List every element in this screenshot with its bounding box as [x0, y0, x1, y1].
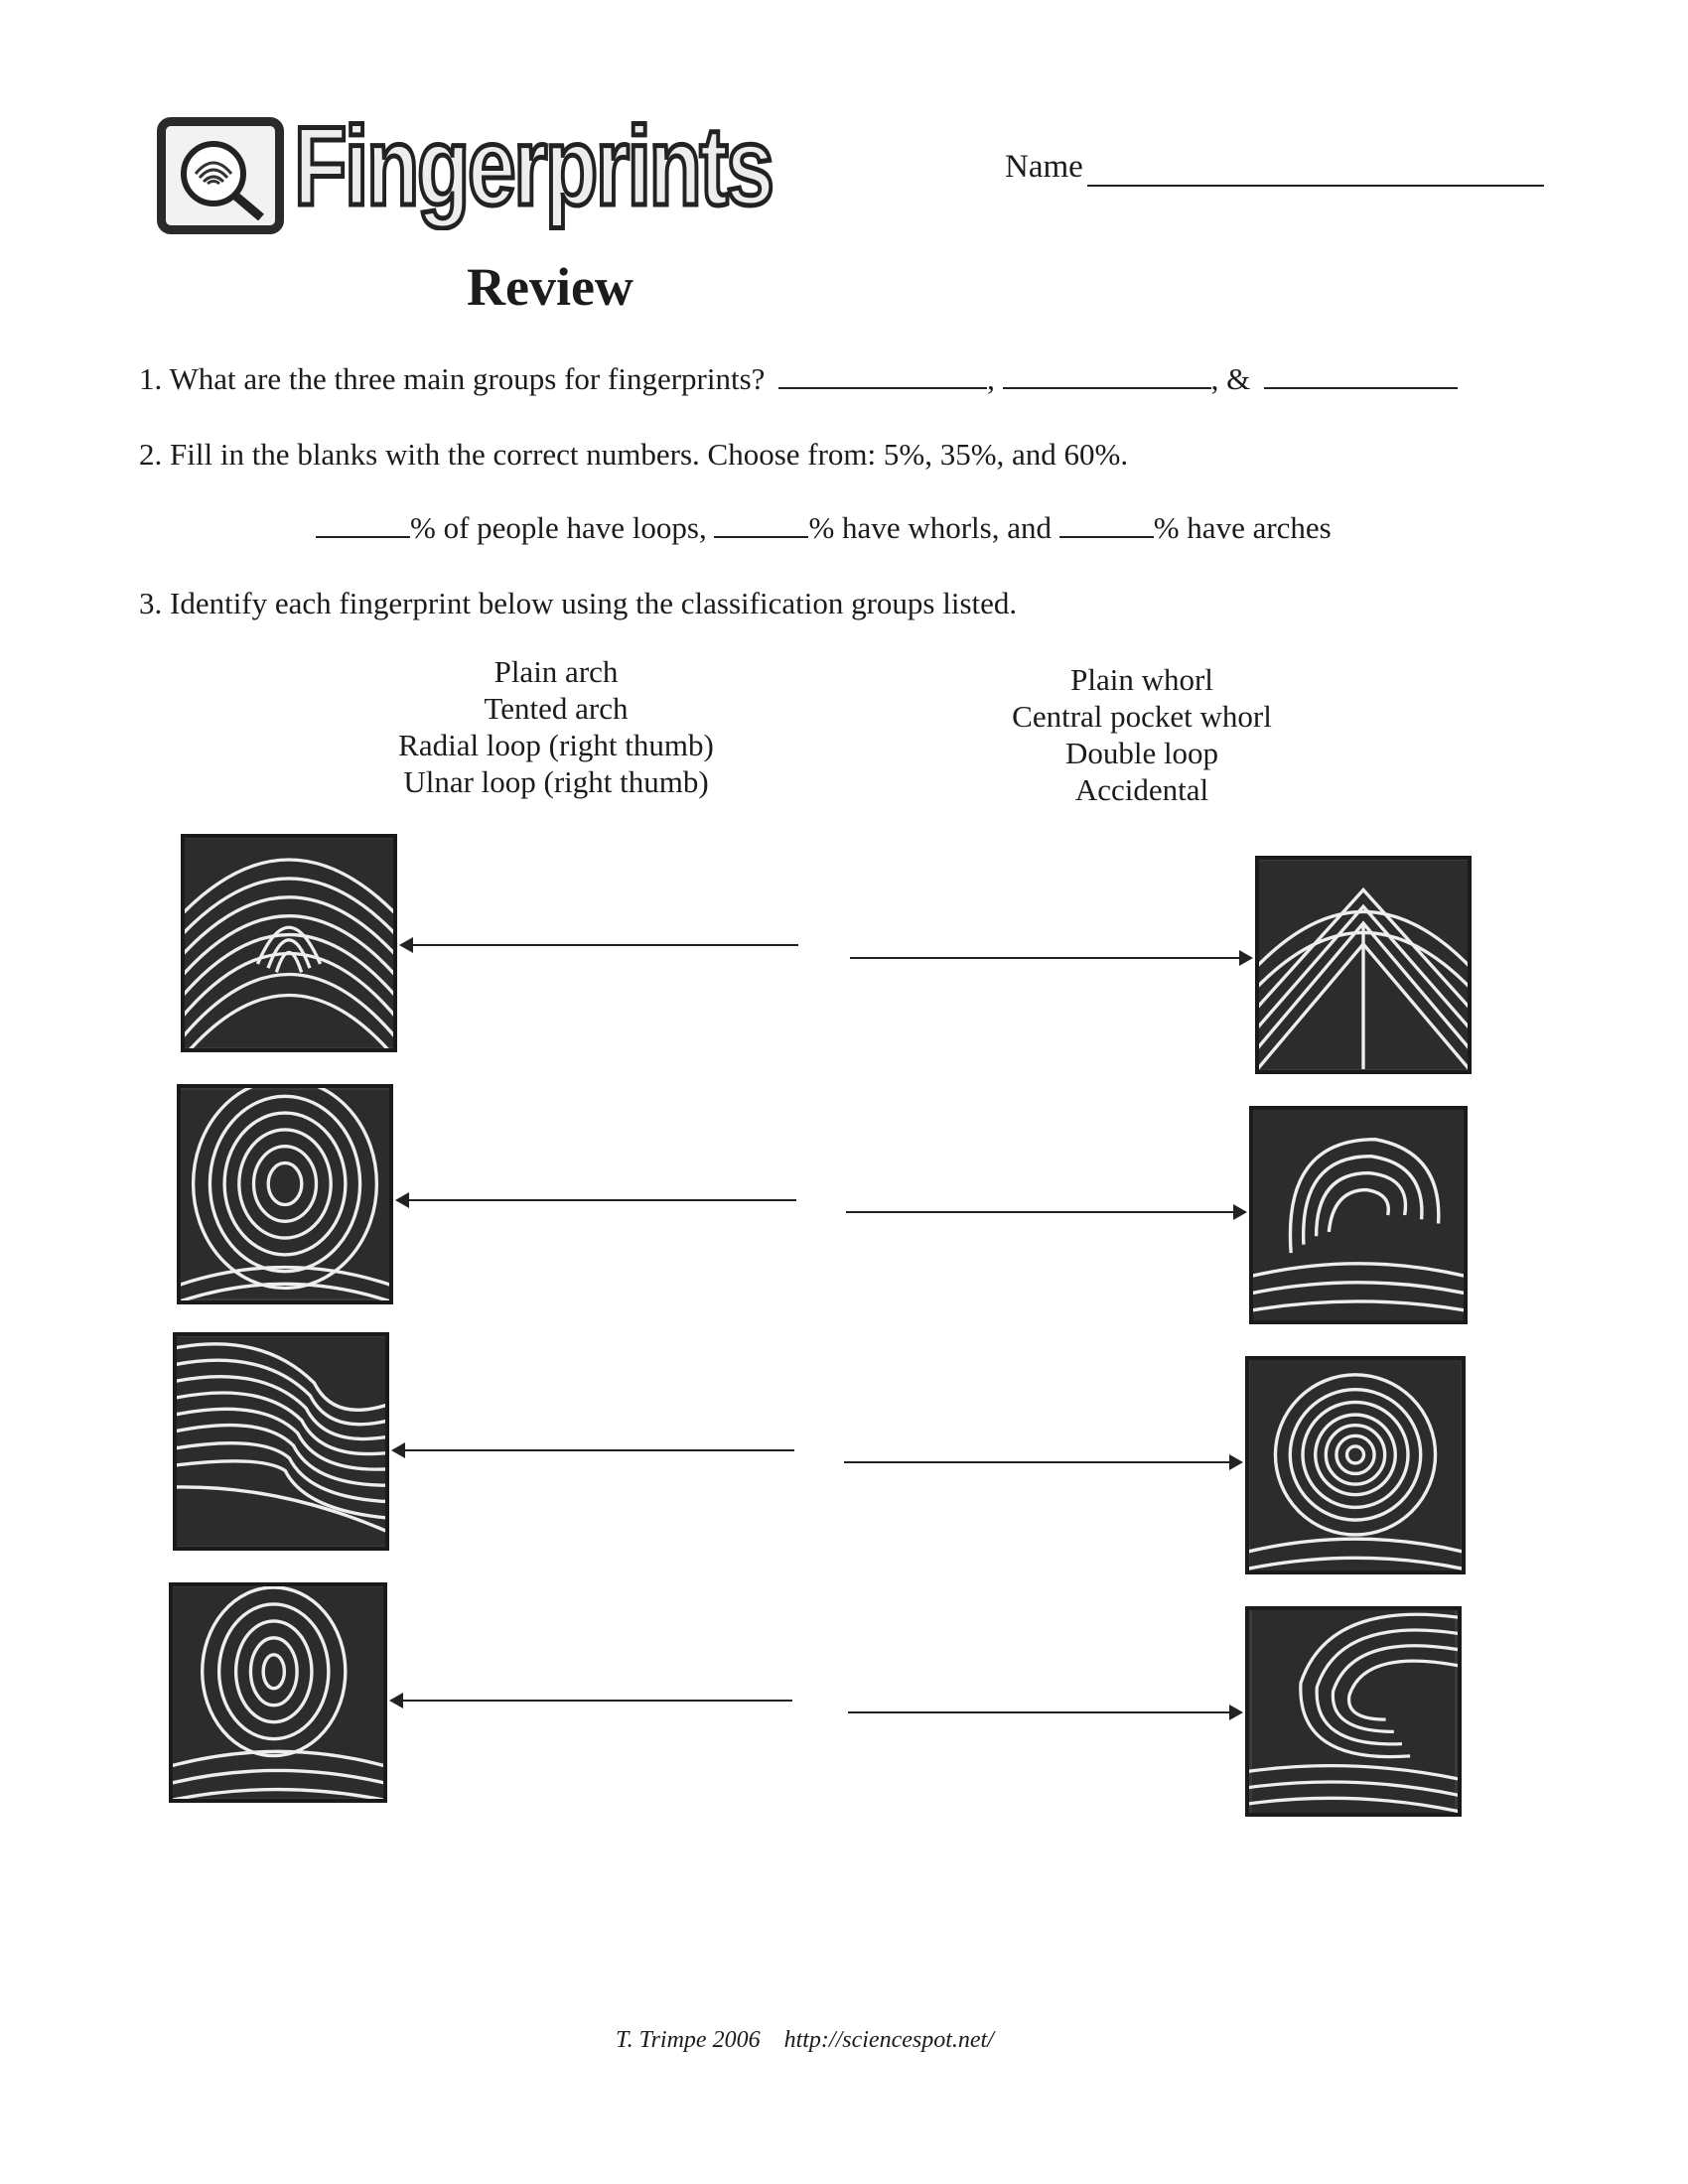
q1-separator-2: , &: [1210, 361, 1251, 396]
fingerprint-icon: [1249, 1360, 1462, 1570]
q2-part-2: % have whorls, and: [808, 510, 1052, 545]
answer-line-right-3[interactable]: [844, 1461, 1241, 1463]
logo-title: Fingerprints: [294, 104, 773, 228]
question-1-text: 1. What are the three main groups for fingerprints?: [139, 361, 766, 396]
q1-blank-3[interactable]: [1264, 359, 1458, 389]
fingerprint-right-2: [1249, 1106, 1468, 1324]
answer-line-right-2[interactable]: [846, 1211, 1245, 1213]
fingerprint-left-2: [177, 1084, 393, 1304]
group-accidental: Accidental: [1074, 772, 1209, 807]
fingerprint-right-3: [1245, 1356, 1466, 1574]
answer-line-left-2[interactable]: [397, 1199, 796, 1201]
answer-line-left-4[interactable]: [391, 1700, 792, 1702]
group-central-pocket-whorl: Central pocket whorl: [1012, 699, 1272, 734]
question-2-text: 2. Fill in the blanks with the correct numbers. Choose from: 5%, 35%, and 60%.: [139, 437, 1129, 472]
fingerprint-right-4: [1245, 1606, 1462, 1817]
fingerprint-right-1: [1255, 856, 1472, 1074]
fingerprint-left-4: [169, 1582, 387, 1803]
question-1: [139, 359, 1458, 397]
q2-part-1: % of people have loops,: [410, 510, 707, 545]
group-ulnar-loop: Ulnar loop (right thumb): [403, 764, 709, 799]
answer-line-left-3[interactable]: [393, 1449, 794, 1451]
group-tented-arch: Tented arch: [484, 691, 629, 726]
question-2-blanks: [316, 508, 1332, 546]
fingerprint-icon: [185, 838, 393, 1048]
answer-line-right-1[interactable]: [850, 957, 1251, 959]
q2-blank-arches[interactable]: [1059, 508, 1154, 538]
q1-blank-2[interactable]: [1003, 359, 1211, 389]
groups-list-left: [367, 653, 745, 800]
magnifier-fingerprint-logo-icon: [157, 117, 284, 234]
q1-blank-1[interactable]: [778, 359, 987, 389]
answer-line-right-4[interactable]: [848, 1711, 1241, 1713]
footer: [616, 2027, 994, 2054]
fingerprint-icon: [1253, 1110, 1464, 1320]
fingerprint-icon: [181, 1088, 389, 1300]
q1-separator-1: ,: [987, 361, 995, 396]
group-double-loop: Double loop: [1064, 736, 1219, 770]
question-3-text: 3. Identify each fingerprint below using the classification groups listed.: [139, 586, 1018, 620]
name-blank[interactable]: [1087, 185, 1544, 187]
fingerprint-icon: [173, 1586, 383, 1799]
name-label: Name: [1005, 149, 1083, 185]
fingerprint-left-1: [181, 834, 397, 1052]
group-radial-loop: Radial loop (right thumb): [398, 728, 714, 762]
fingerprint-icon: [177, 1336, 385, 1547]
page-subtitle: Review: [467, 257, 633, 317]
footer-url[interactable]: http://sciencespot.net/: [783, 2027, 994, 2053]
answer-line-left-1[interactable]: [401, 944, 798, 946]
group-plain-arch: Plain arch: [493, 654, 619, 689]
q2-part-3: % have arches: [1153, 510, 1332, 545]
fingerprint-icon: [1259, 860, 1468, 1070]
fingerprint-left-3: [173, 1332, 389, 1551]
fingerprint-icon: [1249, 1610, 1458, 1813]
q2-blank-whorls[interactable]: [714, 508, 808, 538]
group-plain-whorl: Plain whorl: [1070, 662, 1213, 697]
groups-list-right: [953, 661, 1331, 808]
footer-author: T. Trimpe 2006: [616, 2027, 761, 2053]
q2-blank-loops[interactable]: [316, 508, 410, 538]
